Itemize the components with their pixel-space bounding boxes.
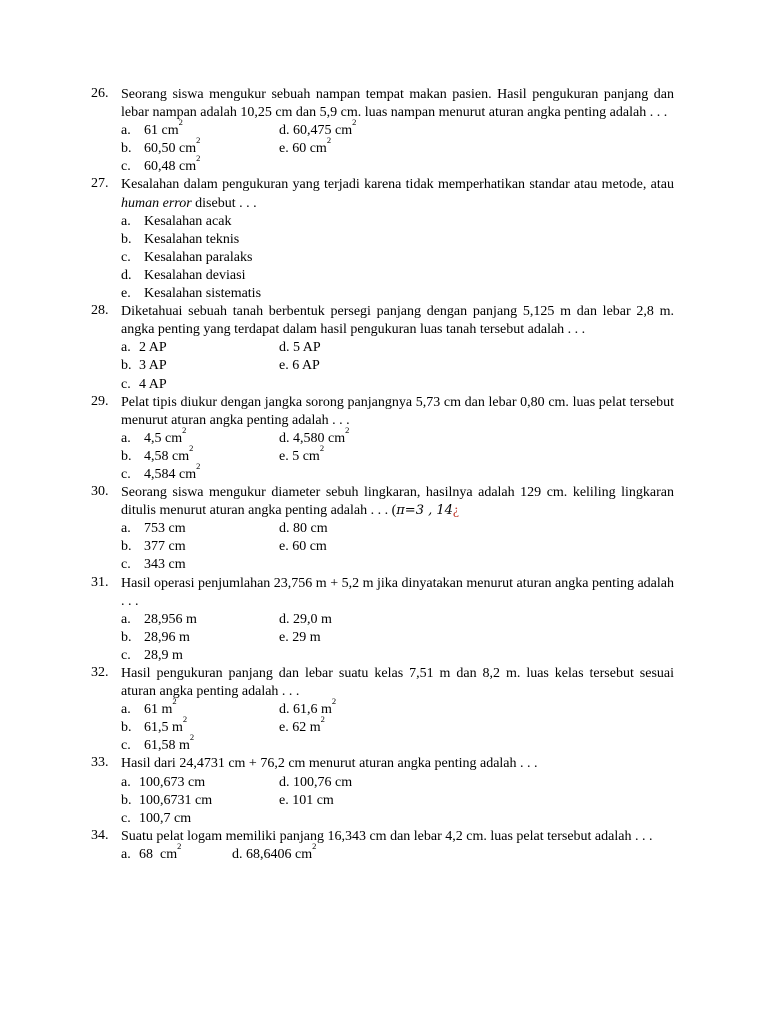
question-stem — [121, 484, 674, 520]
option-text: 100,673 cm — [139, 774, 206, 790]
question-sheet — [0, 86, 768, 864]
option-letter: d. — [121, 267, 132, 283]
option-a[interactable] — [121, 213, 231, 231]
question-34 — [91, 827, 674, 864]
option-letter: d. — [232, 846, 243, 862]
superscript: 2 — [331, 696, 337, 707]
option-text: Kesalahan sistematis — [144, 286, 262, 302]
option-letter: e. — [121, 286, 131, 302]
option-text: 61 m — [144, 702, 173, 718]
option-letter: c. — [121, 557, 131, 573]
option-d[interactable] — [232, 840, 317, 864]
option-text: 28,96 m — [144, 629, 190, 645]
option-text: 753 cm — [144, 521, 186, 537]
option-text: 28,956 m — [144, 611, 197, 627]
question-33 — [91, 755, 674, 827]
option-letter: a. — [121, 430, 131, 446]
superscript: 2 — [196, 153, 201, 164]
question-number: 31. — [91, 574, 109, 590]
option-letter: a. — [121, 611, 131, 627]
option-text: 68 cm — [139, 846, 178, 862]
option-c[interactable] — [121, 153, 279, 176]
option-text: Kesalahan deviasi — [144, 267, 246, 283]
option-c[interactable] — [121, 647, 279, 665]
option-d[interactable] — [279, 339, 321, 357]
option-letter: a. — [121, 774, 131, 790]
option-e[interactable] — [279, 792, 334, 810]
option-letter: e. — [279, 629, 289, 645]
option-text: 4,58 cm — [144, 448, 190, 464]
superscript: 2 — [189, 442, 194, 453]
option-text: 28,9 m — [144, 647, 183, 663]
option-b[interactable] — [121, 538, 279, 556]
option-c[interactable] — [121, 810, 279, 828]
option-text: 60,48 cm — [144, 159, 197, 175]
option-b[interactable] — [121, 792, 279, 810]
option-text: 4,5 cm — [144, 430, 183, 446]
option-text: 80 cm — [293, 521, 328, 537]
option-letter: a. — [121, 340, 131, 356]
superscript: 2 — [177, 840, 182, 851]
question-stem — [121, 176, 674, 212]
question-30 — [91, 484, 674, 574]
option-text: Kesalahan acak — [144, 213, 232, 229]
option-text: 4 AP — [139, 376, 167, 392]
option-text: 3 AP — [139, 358, 167, 374]
question-number: 32. — [91, 665, 109, 680]
option-c[interactable] — [121, 556, 279, 574]
option-c[interactable] — [121, 376, 279, 394]
option-letter: c. — [121, 466, 131, 482]
question-32 — [91, 665, 674, 755]
question-stem: Hasil dari 24,4731 cm + 76,2 cm menurut aturan angka penting adalah . . . — [121, 756, 538, 772]
option-e[interactable] — [279, 629, 321, 647]
superscript: 2 — [345, 424, 350, 435]
question-28 — [91, 303, 674, 393]
question-stem: Hasil operasi penjumlahan 23,756 m + 5,2 m jika dinyatakan menurut aturan angka penting adalah . . . — [121, 575, 674, 609]
option-c[interactable] — [121, 732, 279, 755]
option-a[interactable] — [121, 840, 232, 864]
superscript: 2 — [182, 424, 187, 435]
question-number: 34. — [91, 827, 109, 843]
option-letter: c. — [121, 159, 131, 175]
question-number: 33. — [91, 755, 109, 771]
option-letter: b. — [121, 231, 132, 247]
option-a[interactable] — [121, 339, 279, 357]
option-a[interactable] — [121, 424, 279, 448]
pi-formula: π=3 , 14 — [396, 503, 453, 519]
option-text: 100,7 cm — [139, 810, 192, 826]
option-a[interactable] — [121, 117, 279, 140]
option-text: 60,50 cm — [144, 141, 197, 157]
option-d[interactable] — [279, 424, 350, 448]
option-text: 61,6 m — [293, 702, 332, 718]
option-d[interactable] — [279, 774, 352, 792]
option-letter: d. — [279, 774, 290, 790]
option-d[interactable] — [279, 611, 332, 629]
option-text: 5 cm — [292, 448, 320, 464]
superscript: 2 — [312, 840, 317, 851]
option-d[interactable] — [279, 117, 357, 140]
option-letter: e. — [279, 539, 289, 555]
superscript: 2 — [320, 714, 325, 725]
question-stem: Diketahuai sebuah tanah berbentuk persegi panjang dengan panjang 5,125 m dan lebar 2,8 m. angka penting yang terdapat dalam hasil pengukuran luas tanah tersebut adalah . . . — [121, 304, 674, 338]
option-a[interactable] — [121, 611, 279, 629]
stem-text: Seorang siswa mengukur diameter sebuh lingkaran, hasilnya adalah 129 cm. keliling lingkaran ditulis menurut aturan angka penting adalah . . . ( — [121, 485, 674, 519]
option-letter: b. — [121, 629, 132, 645]
option-a[interactable] — [121, 520, 279, 538]
option-text: 61,5 m — [144, 720, 183, 736]
option-letter: b. — [121, 358, 132, 374]
broken-symbol: ¿ — [452, 503, 460, 519]
superscript: 2 — [189, 732, 195, 743]
question-number: 30. — [91, 484, 109, 500]
option-text: 100,6731 cm — [139, 792, 213, 808]
option-e[interactable] — [279, 442, 325, 466]
stem-text: Kesalahan dalam pengukuran yang terjadi karena tidak memperhatikan standar atau metode, atau — [121, 177, 674, 193]
option-letter: e. — [279, 448, 289, 464]
option-e[interactable] — [279, 714, 325, 737]
superscript: 2 — [182, 714, 188, 725]
option-e[interactable] — [121, 285, 261, 303]
option-letter: a. — [121, 521, 131, 537]
question-stem: Pelat tipis diukur dengan jangka sorong panjangnya 5,73 cm dan lebar 0,80 cm. luas pelat tersebut menurut aturan angka penting adalah . . . — [121, 394, 674, 428]
option-d[interactable] — [279, 520, 328, 538]
option-b[interactable] — [121, 135, 279, 158]
question-29 — [91, 393, 674, 484]
option-letter: b. — [121, 539, 132, 555]
stem-italic-text: human error — [121, 195, 192, 211]
superscript: 2 — [352, 117, 357, 128]
option-text: 4,580 cm — [293, 430, 346, 446]
option-text: 377 cm — [144, 539, 186, 555]
question-stem: Seorang siswa mengukur sebuah nampan tempat makan pasien. Hasil pengukuran panjang dan lebar nampan adalah 10,25 cm dan 5,9 cm. luas nampan menurut aturan angka penting adalah . . . — [121, 87, 674, 121]
option-letter: c. — [121, 376, 131, 392]
option-a[interactable] — [121, 696, 279, 719]
option-text: 2 AP — [139, 340, 167, 356]
option-text: 29 m — [292, 629, 321, 645]
option-letter: d. — [279, 521, 290, 537]
question-27 — [91, 176, 674, 303]
option-text: 101 cm — [292, 792, 334, 808]
option-text: 4,584 cm — [144, 466, 197, 482]
option-text: 61 cm — [144, 123, 179, 139]
question-31 — [91, 574, 674, 665]
option-letter: d. — [279, 702, 290, 718]
option-letter: d. — [279, 611, 290, 627]
option-letter: c. — [121, 810, 131, 826]
option-e[interactable] — [279, 135, 332, 158]
option-b[interactable] — [121, 231, 239, 249]
stem-text: disebut . . . — [191, 195, 257, 211]
question-stem: Hasil pengukuran panjang dan lebar suatu kelas 7,51 m dan 8,2 m. luas kelas tersebut sesuai aturan angka penting adalah . . . — [121, 666, 674, 700]
option-letter: b. — [121, 448, 132, 464]
option-letter: e. — [279, 720, 289, 736]
superscript: 2 — [326, 135, 332, 146]
option-letter: c. — [121, 249, 131, 265]
option-text: 60,475 cm — [293, 123, 353, 139]
option-text: Kesalahan paralaks — [144, 249, 253, 265]
option-letter: e. — [279, 792, 289, 808]
option-text: 68,6406 cm — [246, 846, 313, 862]
superscript: 2 — [196, 460, 201, 471]
option-letter: a. — [121, 123, 131, 139]
option-letter: a. — [121, 213, 131, 229]
option-text: 6 AP — [292, 358, 320, 374]
option-b[interactable] — [121, 714, 279, 737]
option-text: 5 AP — [293, 340, 321, 356]
question-26 — [91, 86, 674, 176]
superscript: 2 — [319, 442, 325, 453]
option-letter: b. — [121, 141, 132, 157]
option-letter: d. — [279, 123, 290, 139]
option-text: 61,58 m — [144, 738, 190, 754]
option-e[interactable] — [279, 538, 327, 556]
option-letter: e. — [279, 141, 289, 157]
option-letter: b. — [121, 720, 132, 736]
option-letter: c. — [121, 738, 131, 754]
option-b[interactable] — [121, 442, 279, 466]
option-c[interactable] — [121, 460, 279, 484]
option-d[interactable] — [279, 696, 337, 719]
option-text: Kesalahan teknis — [144, 231, 240, 247]
question-number: 28. — [91, 303, 109, 319]
question-stem: Suatu pelat logam memiliki panjang 16,343 cm dan lebar 4,2 cm. luas pelat tersebut adalah . . . — [121, 828, 653, 844]
option-a[interactable] — [121, 774, 279, 792]
option-letter: c. — [121, 647, 131, 663]
option-b[interactable] — [121, 357, 279, 375]
option-letter: d. — [279, 430, 290, 446]
option-letter: a. — [121, 846, 131, 862]
option-text: 62 m — [292, 720, 321, 736]
option-text: 343 cm — [144, 557, 186, 573]
option-text: 60 cm — [292, 539, 327, 555]
option-letter: d. — [279, 340, 290, 356]
option-d[interactable] — [121, 267, 245, 285]
option-letter: e. — [279, 358, 289, 374]
question-number: 29. — [91, 393, 109, 409]
option-text: 29,0 m — [293, 611, 332, 627]
question-number: 27. — [91, 176, 109, 192]
option-e[interactable] — [279, 357, 320, 375]
superscript: 2 — [172, 696, 177, 707]
option-letter: b. — [121, 792, 132, 808]
option-b[interactable] — [121, 629, 279, 647]
superscript: 2 — [178, 117, 183, 128]
option-text: 100,76 cm — [293, 774, 353, 790]
superscript: 2 — [196, 135, 201, 146]
option-letter: a. — [121, 702, 131, 718]
option-c[interactable] — [121, 249, 252, 267]
option-text: 60 cm — [292, 141, 327, 157]
question-number: 26. — [91, 86, 109, 101]
